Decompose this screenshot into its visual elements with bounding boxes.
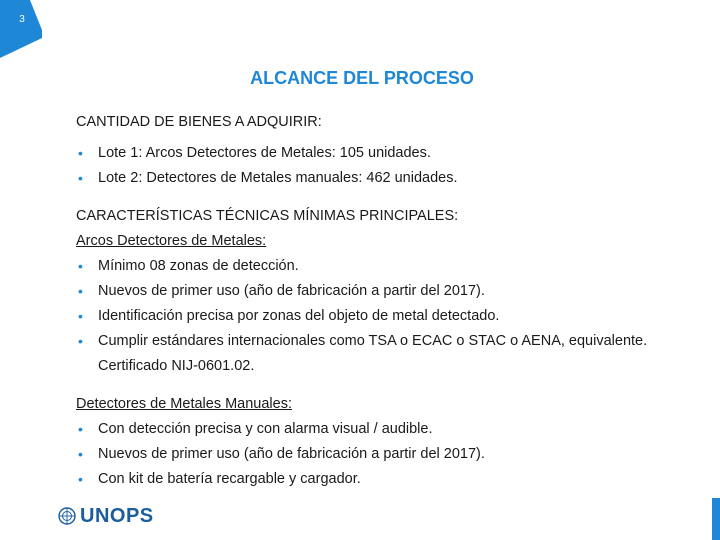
list-item: • Con kit de batería recargable y cargador. — [76, 467, 696, 492]
list-item: • Mínimo 08 zonas de detección. — [76, 254, 696, 279]
badge-shape-icon — [0, 0, 42, 58]
list-item: • Nuevos de primer uso (año de fabricación a partir del 2017). — [76, 442, 696, 467]
list-item: • Lote 2: Detectores de Metales manuales: 462 unidades. — [76, 166, 696, 191]
list-item: • Identificación precisa por zonas del objeto de metal detectado. — [76, 304, 696, 329]
page-number: 3 — [19, 14, 25, 25]
list-item: • Nuevos de primer uso (año de fabricación a partir del 2017). — [76, 279, 696, 304]
list-item: • Lote 1: Arcos Detectores de Metales: 105 unidades. — [76, 141, 696, 166]
list-item: • Con detección precisa y con alarma visual / audible. — [76, 417, 696, 442]
slide-title: ALCANCE DEL PROCESO — [250, 68, 474, 88]
quantity-list — [76, 141, 696, 191]
quantity-heading: CANTIDAD DE BIENES A ADQUIRIR: — [76, 114, 322, 130]
arcs-list — [76, 254, 696, 379]
handheld-subheading: Detectores de Metales Manuales: — [76, 396, 292, 412]
list-item: • Cumplir estándares internacionales como TSA o ECAC o STAC o AENA, equivalente. Certificado NIJ-0601.02. — [76, 329, 696, 379]
logo-text: UNOPS — [80, 504, 154, 527]
unops-logo — [58, 505, 154, 527]
un-emblem-icon — [58, 507, 76, 525]
slide-content — [76, 110, 696, 492]
specs-heading: CARACTERÍSTICAS TÉCNICAS MÍNIMAS PRINCIPALES: — [76, 208, 459, 224]
arcs-subheading: Arcos Detectores de Metales: — [76, 233, 267, 249]
accent-bar — [712, 498, 720, 540]
handheld-list — [76, 417, 696, 492]
page-number-badge — [0, 0, 42, 58]
